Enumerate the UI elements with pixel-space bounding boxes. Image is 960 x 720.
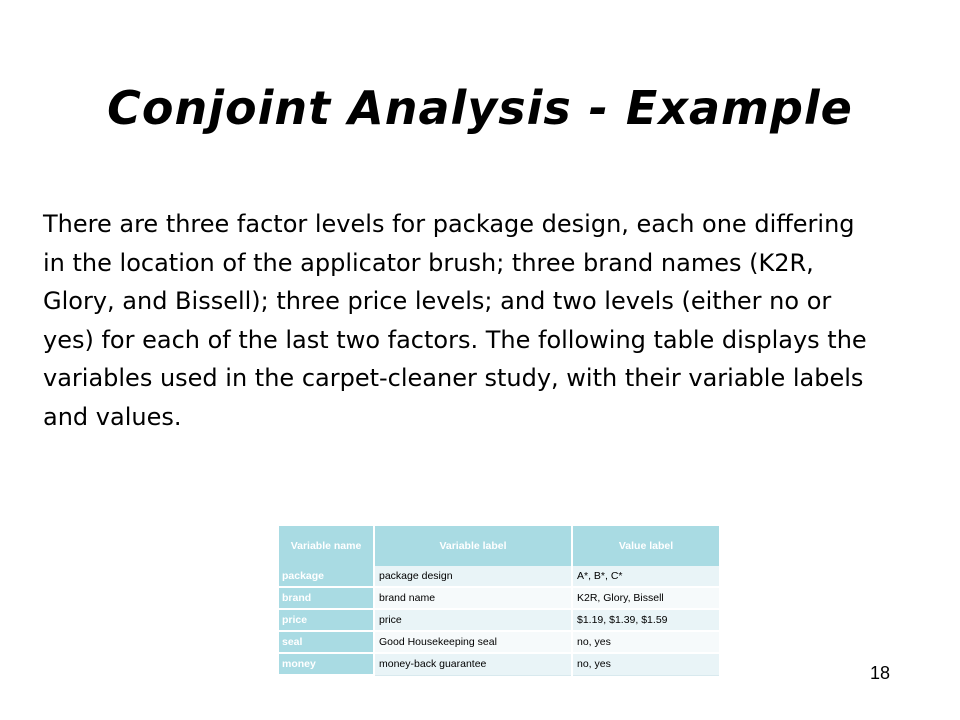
variable-name-cell: package xyxy=(279,566,374,587)
variable-label-cell: brand name xyxy=(374,587,572,609)
value-label-cell: $1.19, $1.39, $1.59 xyxy=(572,609,719,631)
slide-title: Conjoint Analysis - Example xyxy=(107,81,853,135)
variables-table xyxy=(279,526,719,676)
page-number: 18 xyxy=(870,663,891,683)
table-row xyxy=(279,653,719,675)
table-row xyxy=(279,631,719,653)
variable-name-cell: brand xyxy=(279,587,374,609)
header-variable-name: Variable name xyxy=(279,526,374,566)
variable-label-cell: money-back guarantee xyxy=(374,653,572,675)
variable-label-cell: price xyxy=(374,609,572,631)
variable-name-cell: price xyxy=(279,609,374,631)
table-row xyxy=(279,609,719,631)
variable-label-cell: package design xyxy=(374,566,572,587)
value-label-cell: A*, B*, C* xyxy=(572,566,719,587)
table-row xyxy=(279,566,719,587)
body-paragraph: There are three factor levels for package design, each one differing in the location of the applicator brush; three brand names (K2R, Glory, and Bissell); three price levels; and two levels (either no or yes) for each of the last two factors. The following table displays the variables used in the carpet-cleaner study, with their variable labels and values. xyxy=(43,210,867,431)
value-label-cell: K2R, Glory, Bissell xyxy=(572,587,719,609)
variable-name-cell: money xyxy=(279,653,374,675)
table-row xyxy=(279,587,719,609)
table-header-row xyxy=(279,526,719,566)
header-value-label: Value label xyxy=(572,526,719,566)
value-label-cell: no, yes xyxy=(572,653,719,675)
value-label-cell: no, yes xyxy=(572,631,719,653)
variable-name-cell: seal xyxy=(279,631,374,653)
variable-label-cell: Good Housekeeping seal xyxy=(374,631,572,653)
header-variable-label: Variable label xyxy=(374,526,572,566)
